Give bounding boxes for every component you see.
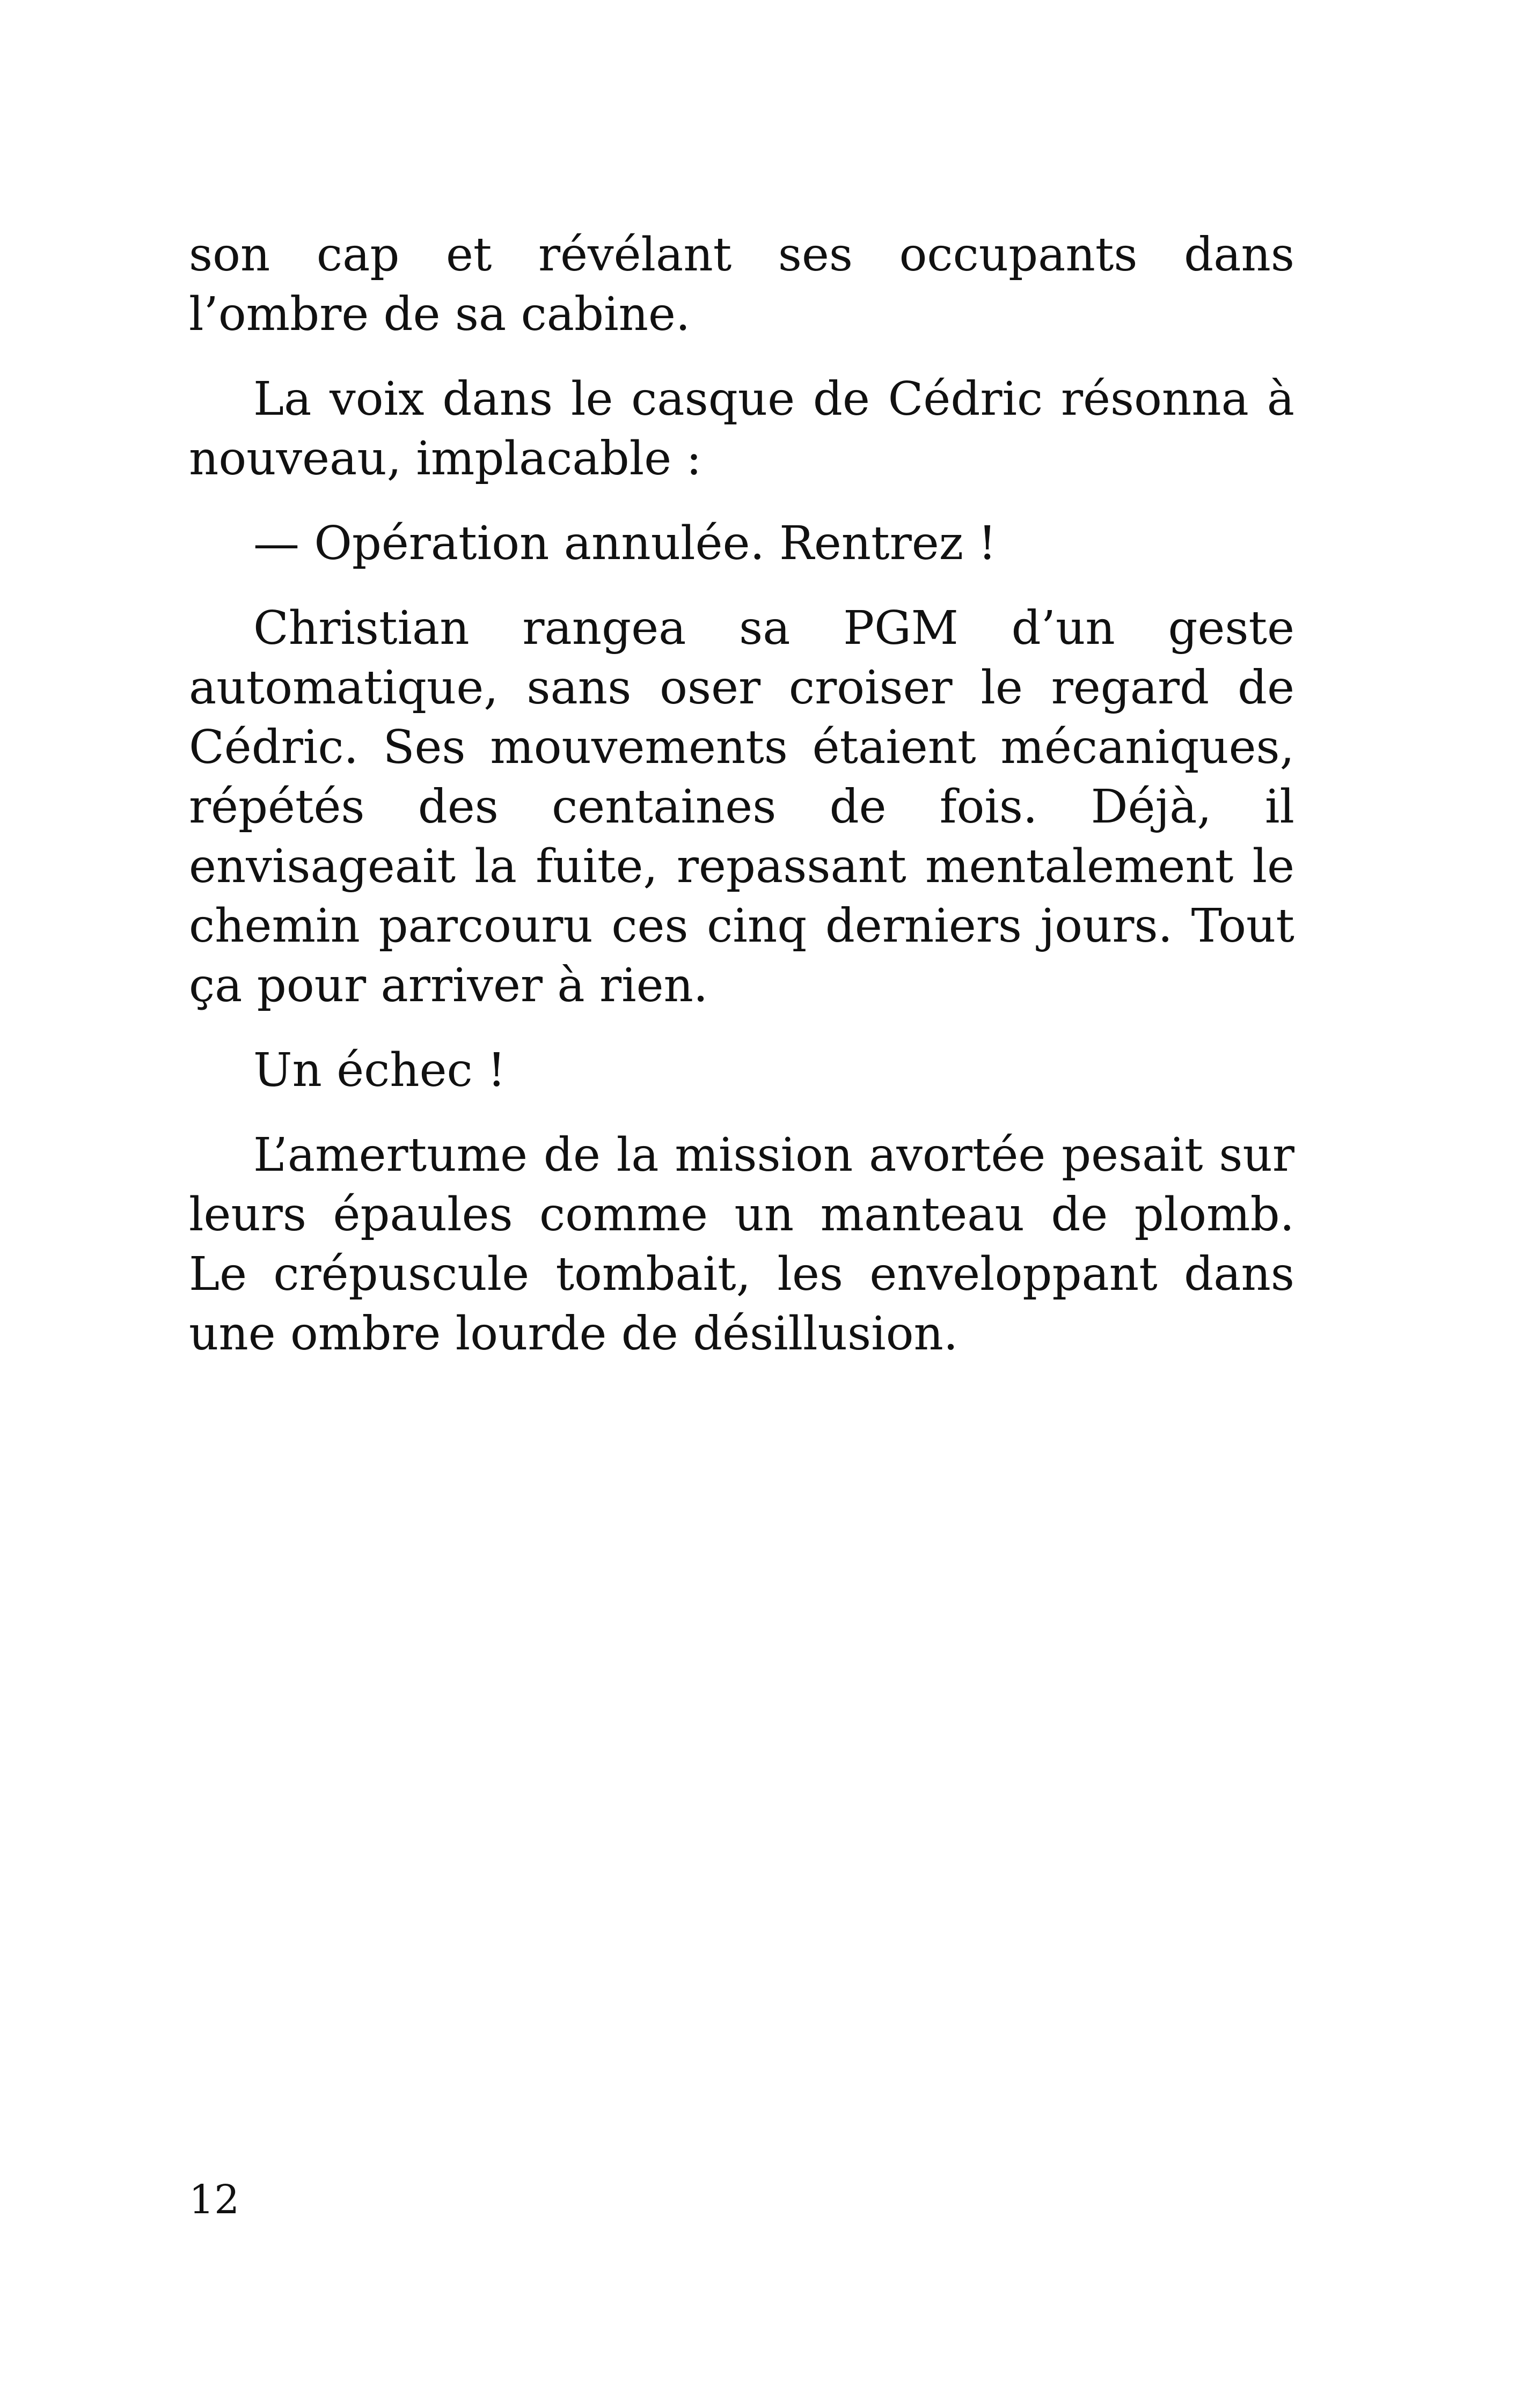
paragraph-5: Un échec ! [253, 1044, 506, 1097]
body-text [189, 225, 1294, 1389]
paragraph-3: — Opération annulée. Rentrez ! [253, 517, 997, 570]
paragraph-6: L’amertume de la mission avortée pesait sur leurs épaules comme un manteau de plomb. Le crépuscule tombait, les enveloppant dans une ombre lourde de désillusion. [189, 1128, 1294, 1361]
page-number: 12 [189, 2177, 240, 2223]
paragraph-4: Christian rangea sa PGM d’un geste automatique, sans oser croiser le regard de Cédric. Ses mouvements étaient mécaniques, répétés des centaines de fois. Déjà, il envisageait la fuite, repassant mentalement le chemin parcouru ces cinq derniers jours. Tout ça pour arriver à rien. [189, 601, 1294, 1012]
paragraph-2: La voix dans le casque de Cédric résonna à nouveau, implacable : [189, 372, 1294, 486]
paragraph-1: son cap et révélant ses occupants dans l’ombre de sa cabine. [189, 228, 1294, 341]
